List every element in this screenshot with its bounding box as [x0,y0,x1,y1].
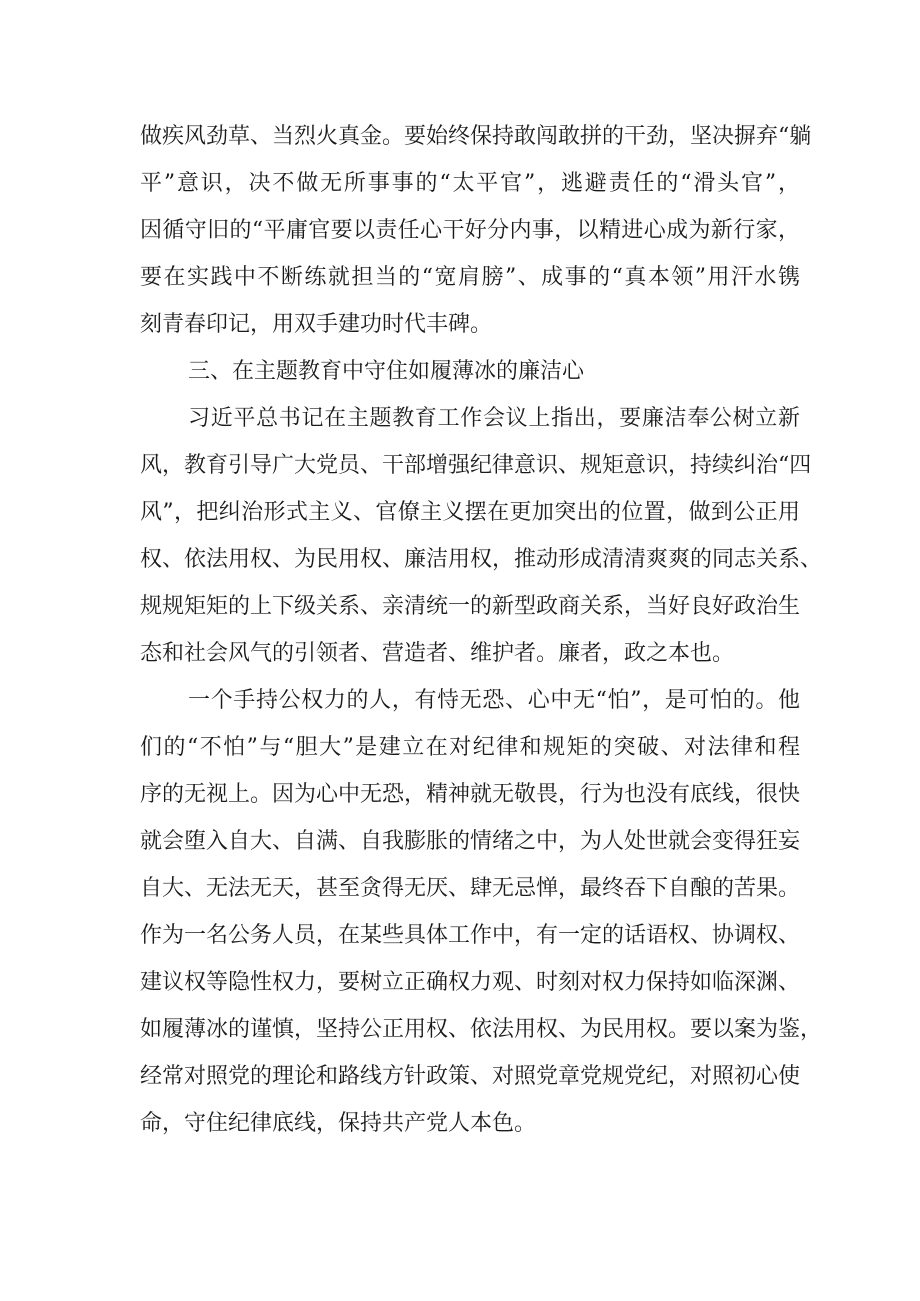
paragraph-line: 们的“不怕”与“胆大”是建立在对纪律和规矩的突破、对法律和程 [140,735,800,760]
paragraph-line: 命，守住纪律底线，保持共产党人本色。 [140,1111,537,1136]
paragraph-line: 就会堕入自大、自满、自我膨胀的情绪之中，为人处世就会变得狂妄 [140,829,801,854]
paragraph-continued [140,113,812,348]
paragraph-line: 做疾风劲草、当烈火真金。要始终保持敢闯敢拼的干劲，坚决摒弃“躺 [140,124,812,149]
paragraph-line: 权、依法用权、为民用权、廉洁用权，推动形成清清爽爽的同志关系、 [140,547,823,572]
document-page [140,113,823,1147]
paragraph-line: 因循守旧的“平庸官要以责任心干好分内事，以精进心成为新行家， [140,218,800,243]
paragraph-integrity [140,395,823,677]
paragraph-line: 习近平总书记在主题教育工作会议上指出，要廉洁奉公树立新 [188,406,800,431]
paragraph-fear [140,677,823,1147]
paragraph-line: 风，教育引导广大党员、干部增强纪律意识、规矩意识，持续纠治“四 [140,453,812,478]
paragraph-line: 一个手持公权力的人，有恃无恐、心中无“怕”，是可怕的。他 [188,688,800,713]
paragraph-line: 序的无视上。因为心中无恐，精神就无敬畏，行为也没有底线，很快 [140,782,801,807]
paragraph-line: 规规矩矩的上下级关系、亲清统一的新型政商关系，当好良好政治生 [140,594,801,619]
paragraph-line: 自大、无法无天，甚至贪得无厌、肆无忌惮，最终吞下自酿的苦果。 [140,876,801,901]
paragraph-line: 态和社会风气的引领者、营造者、维护者。廉者，政之本也。 [140,641,735,666]
paragraph-line: 刻青春印记，用双手建功时代丰碑。 [140,312,493,337]
paragraph-line: 风”，把纠治形式主义、官僚主义摆在更加突出的位置，做到公正用 [140,500,800,525]
paragraph-line: 建议权等隐性权力，要树立正确权力观、时刻对权力保持如临深渊、 [140,970,801,995]
section-heading: 三、在主题教育中守住如履薄冰的廉洁心 [188,359,585,384]
paragraph-line: 平”意识，决不做无所事事的“太平官”，逃避责任的“滑头官”， [140,171,800,196]
paragraph-line: 要在实践中不断练就担当的“宽肩膀”、成事的“真本领”用汗水镌 [140,265,800,290]
paragraph-line: 经常对照党的理论和路线方针政策、对照党章党规党纪，对照初心使 [140,1064,801,1089]
paragraph-line: 作为一名公务人员，在某些具体工作中，有一定的话语权、协调权、 [140,923,801,948]
paragraph-line: 如履薄冰的谨慎，坚持公正用权、依法用权、为民用权。要以案为鉴， [140,1017,823,1042]
